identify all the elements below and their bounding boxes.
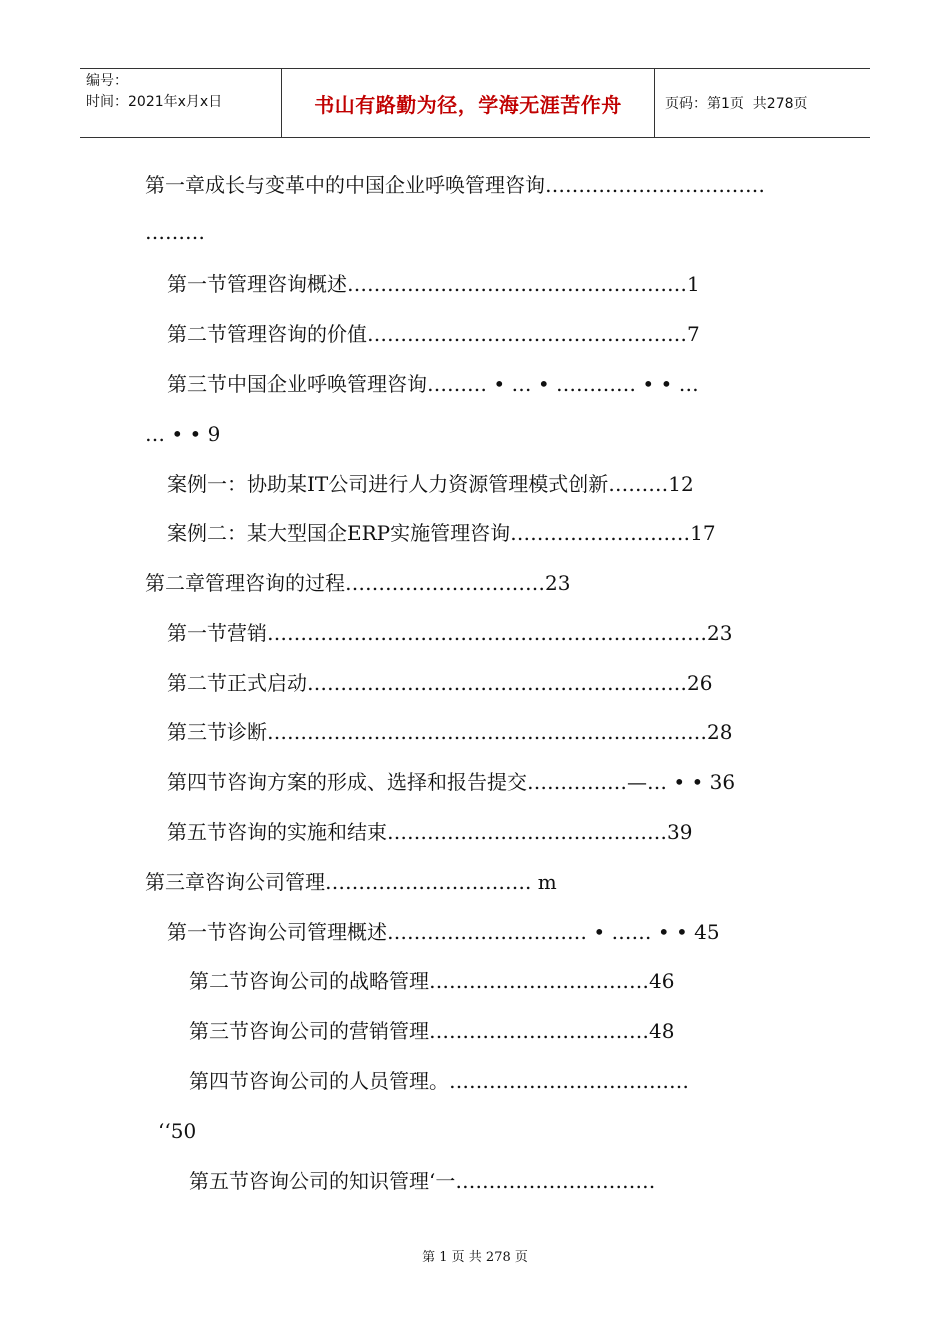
toc-section-2-4: 第四节咨询方案的形成、选择和报告提交……………—… • • 36 <box>167 770 736 794</box>
toc-section-2-2: 第二节正式启动…………………………………………………26 <box>167 671 713 695</box>
page-footer: 第 1 页 共 278 页 <box>422 1250 528 1265</box>
toc-section-1-3-continued: … • • 9 <box>145 422 221 446</box>
toc-chapter-1: 第一章成长与变革中的中国企业呼唤管理咨询…………………………… <box>145 173 765 197</box>
toc-section-1-3: 第三节中国企业呼唤管理咨询……… • … • ………… • • … <box>167 372 699 396</box>
toc-chapter-3: 第三章咨询公司管理…………………………. m <box>145 870 557 894</box>
header-page-info <box>655 69 870 137</box>
toc-section-3-5: 第五节咨询公司的知识管理‘一………………………… <box>189 1169 656 1193</box>
toc-section-2-1: 第一节营销…………………………………………………………23 <box>167 621 733 645</box>
toc-case-1: 案例一：协助某IT公司进行人力资源管理模式创新………12 <box>167 472 694 496</box>
toc-section-2-3: 第三节诊断…………………………………………………………28 <box>167 720 733 744</box>
toc-section-1-1: 第一节管理咨询概述……………………………………………1 <box>167 272 700 296</box>
toc-section-2-5: 第五节咨询的实施和结束……………………………………39 <box>167 820 693 844</box>
time-label: 时间：2021年x月x日 <box>86 94 223 110</box>
toc-section-3-3: 第三节咨询公司的营销管理……………………………48 <box>189 1019 675 1043</box>
toc-case-2: 案例二：某大型国企ERP实施管理咨询………………………17 <box>167 521 716 545</box>
toc-section-3-4: 第四节咨询公司的人员管理。……………………………… <box>189 1069 689 1093</box>
toc-section-3-4-continued: ‘‘50 <box>158 1119 197 1143</box>
header-meta <box>80 69 282 137</box>
toc-section-1-2: 第二节管理咨询的价值…………………………………………7 <box>167 322 700 346</box>
page-info-text: 页码：第1页 共278页 <box>665 96 808 112</box>
toc-chapter-2: 第二章管理咨询的过程…………………………23 <box>145 571 571 595</box>
header-motto: 书山有路勤为径，学海无涯苦作舟 <box>282 69 655 137</box>
toc-section-3-1: 第一节咨询公司管理概述………………………… • …… • • 45 <box>167 920 720 944</box>
toc-chapter-1-continued: ……… <box>145 220 205 244</box>
toc-section-3-2: 第二节咨询公司的战略管理……………………………46 <box>189 969 675 993</box>
document-header <box>80 68 870 138</box>
number-label: 编号： <box>86 73 128 89</box>
